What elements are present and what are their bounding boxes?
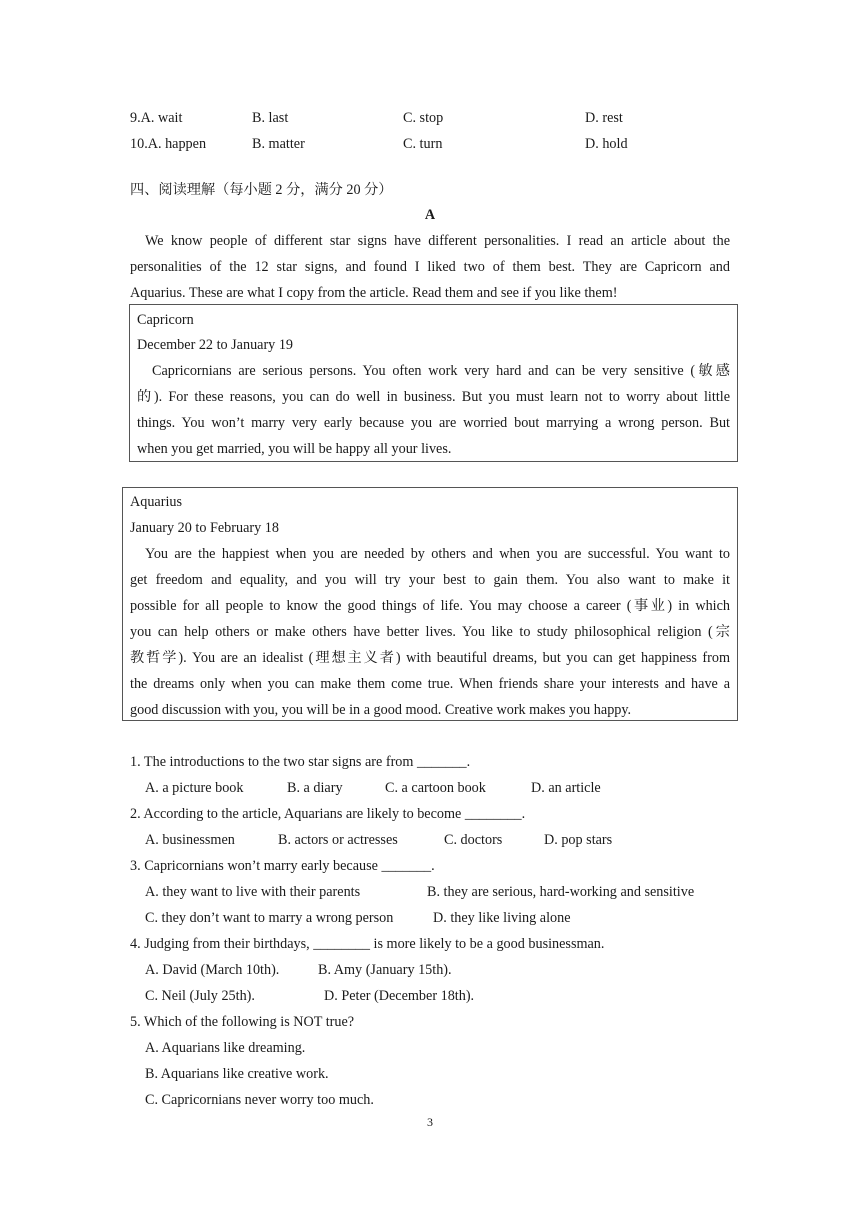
aquarius-line-6: the dreams only when you can make them come true. When friends share your interests and have a: [130, 676, 730, 692]
q10-option-b: B. matter: [252, 136, 305, 152]
capricorn-dates: December 22 to January 19: [137, 337, 294, 353]
capricorn-line-2: 的). For these reasons, you can do well in business. But you must learn not to worry about little: [137, 389, 730, 405]
aquarius-dates: January 20 to February 18: [130, 520, 279, 536]
question-1-option-b: B. a diary: [287, 780, 343, 796]
intro-line-2: personalities of the 12 star signs, and found I liked two of them best. They are Capricorn and: [130, 259, 730, 275]
aquarius-line-1: You are the happiest when you are needed by others and when you are successful. You want to: [145, 546, 730, 562]
aquarius-line-5: 教哲学). You are an idealist (理想主义者) with beautiful dreams, but you can get happiness from: [130, 650, 730, 666]
question-1-option-d: D. an article: [531, 780, 601, 796]
intro-line-3: Aquarius. These are what I copy from the article. Read them and see if you like them!: [130, 285, 618, 301]
question-4-option-a: A. David (March 10th).: [145, 962, 280, 978]
question-1-option-a: A. a picture book: [145, 780, 244, 796]
q10-label: 10.A. happen: [130, 136, 207, 152]
capricorn-line-4: when you get married, you will be happy all your lives.: [137, 441, 452, 457]
capricorn-title: Capricorn: [137, 312, 194, 328]
question-5-option-a: A. Aquarians like dreaming.: [145, 1040, 306, 1056]
question-3-option-a: A. they want to live with their parents: [145, 884, 361, 900]
question-2-option-a: A. businessmen: [145, 832, 235, 848]
q9-option-d: D. rest: [585, 110, 623, 126]
question-1-stem: 1. The introductions to the two star signs are from _______.: [130, 754, 471, 770]
question-2-option-c: C. doctors: [444, 832, 503, 848]
question-4-option-c: C. Neil (July 25th).: [145, 988, 255, 1004]
question-1-option-c: C. a cartoon book: [385, 780, 486, 796]
q10-option-c: C. turn: [403, 136, 443, 152]
question-2-stem: 2. According to the article, Aquarians are likely to become ________.: [130, 806, 526, 822]
aquarius-line-7: good discussion with you, you will be in a good mood. Creative work makes you happy.: [130, 702, 632, 718]
question-4-stem: 4. Judging from their birthdays, ________ is more likely to be a good businessman.: [130, 936, 605, 952]
q9-label: 9.A. wait: [130, 110, 183, 126]
question-4-option-d: D. Peter (December 18th).: [324, 988, 475, 1004]
capricorn-line-1: Capricornians are serious persons. You often work very hard and can be very sensitive (敏感: [152, 363, 730, 379]
question-2-option-b: B. actors or actresses: [278, 832, 398, 848]
aquarius-line-4: you can help others or make others have better lives. You like to study philosophical religion (宗: [130, 624, 730, 640]
question-5-option-b: B. Aquarians like creative work.: [145, 1066, 329, 1082]
question-5-stem: 5. Which of the following is NOT true?: [130, 1014, 355, 1030]
q10-option-d: D. hold: [585, 136, 628, 152]
question-3-option-d: D. they like living alone: [433, 910, 571, 926]
intro-line-1: We know people of different star signs have different personalities. I read an article about the: [145, 233, 730, 249]
question-2-option-d: D. pop stars: [544, 832, 613, 848]
question-5-option-c: C. Capricornians never worry too much.: [145, 1092, 374, 1108]
q9-option-c: C. stop: [403, 110, 444, 126]
capricorn-line-3: things. You won’t marry very early because you are worried bout marrying a wrong person. But: [137, 415, 730, 431]
question-3-option-b: B. they are serious, hard-working and sensitive: [427, 884, 695, 900]
page-number: 3: [427, 1115, 433, 1129]
aquarius-line-3: possible for all people to know the good things of life. You may choose a career (事业) in which: [130, 598, 730, 614]
aquarius-line-2: get freedom and equality, and you will try your best to gain them. You also want to make it: [130, 572, 730, 588]
question-3-option-c: C. they don’t want to marry a wrong person: [145, 910, 394, 926]
section-heading: 四、阅读理解（每小题 2 分，满分 20 分）: [130, 182, 393, 198]
aquarius-title: Aquarius: [130, 494, 183, 510]
question-4-option-b: B. Amy (January 15th).: [318, 962, 452, 978]
question-3-stem: 3. Capricornians won’t marry early because _______.: [130, 858, 435, 874]
q9-option-b: B. last: [252, 110, 289, 126]
passage-label: A: [424, 207, 436, 223]
